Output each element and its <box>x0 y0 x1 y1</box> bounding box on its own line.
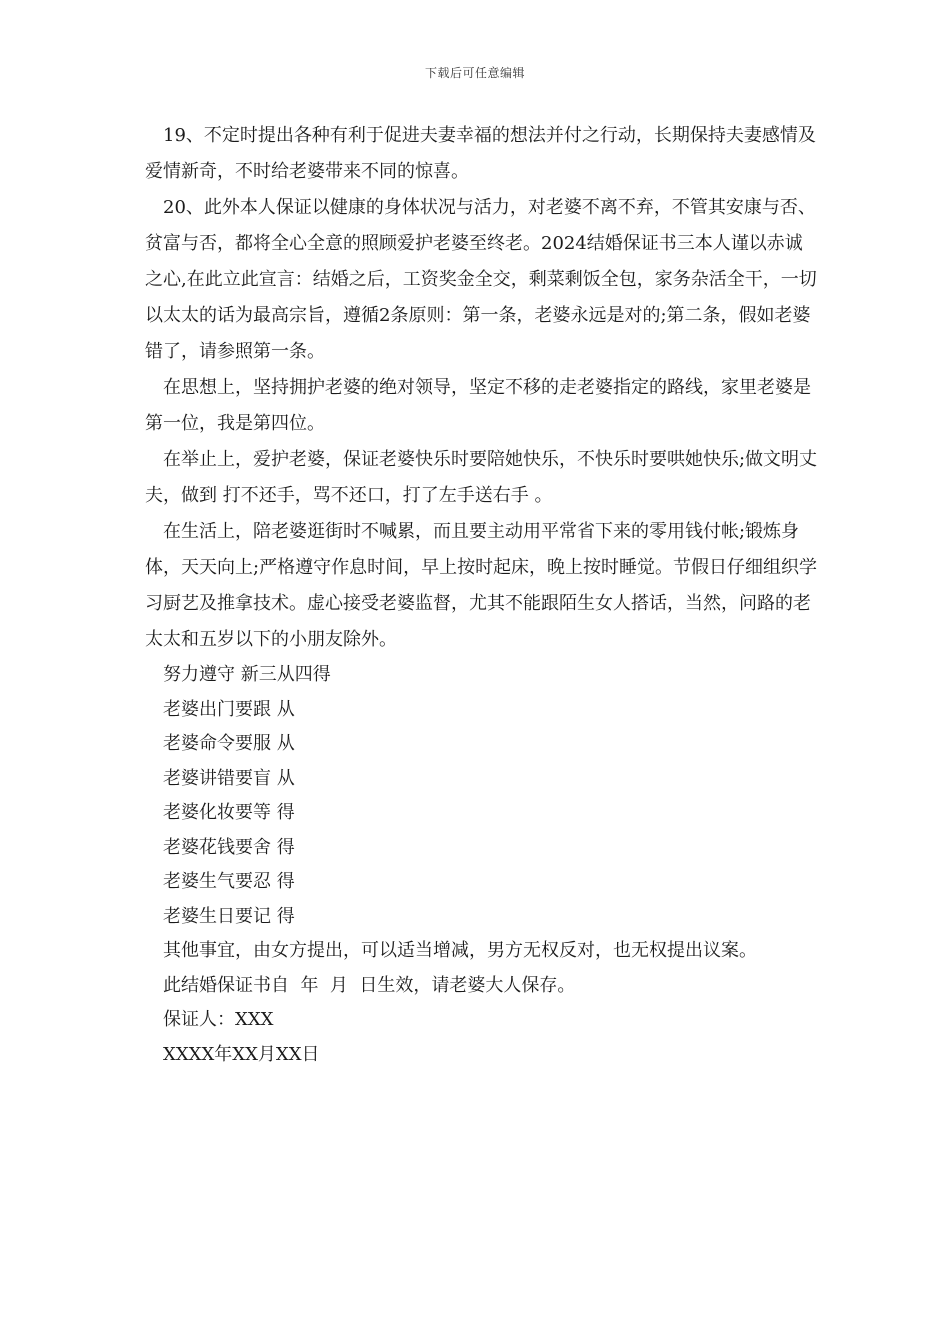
rule-item: 老婆命令要服 从 <box>163 733 295 754</box>
closing-other-matters: 其他事宜，由女方提出，可以适当增减，男方无权反对，也无权提出议案。 <box>163 940 757 961</box>
rule-item: 老婆化妆要等 得 <box>163 802 295 823</box>
paragraph-life: 在生活上，陪老婆逛街时不喊累，而且要主动用平常省下来的零用钱付帐;锻炼身体，天天向上;严格遵守作息时间，早上按时起床，晚上按时睡觉。节假日仔细组织学习厨艺及推拿技术。虚心接受老婆监督，尤其不能跟陌生女人搭话，当然，问路的老太太和五岁以下的小朋友除外。 <box>145 521 818 650</box>
rule-item: 老婆出门要跟 从 <box>163 698 295 720</box>
signature-date: XXXX年XX月XX日 <box>163 1043 320 1065</box>
rule-item: 老婆生气要忍 得 <box>163 871 295 892</box>
document-body <box>145 118 820 1072</box>
paragraph-19: 19、不定时提出各种有利于促进夫妻幸福的想法并付之行动，长期保持夫妻感情及爱情新奇，不时给老婆带来不同的惊喜。 <box>145 125 816 182</box>
page-header: 下载后可任意编辑 <box>424 66 525 80</box>
rules-title: 努力遵守 新三从四得 <box>163 664 331 685</box>
paragraph-thought: 在思想上，坚持拥护老婆的绝对领导，坚定不移的走老婆指定的路线，家里老婆是第一位，我是第四位。 <box>145 377 811 434</box>
rule-item: 老婆讲错要盲 从 <box>163 767 295 789</box>
guarantor-line: 保证人：XXX <box>163 1009 274 1030</box>
closing-effective-date: 此结婚保证书自 年 月 日生效，请老婆大人保存。 <box>163 974 576 996</box>
rule-item: 老婆花钱要舍 得 <box>163 836 295 858</box>
paragraph-conduct: 在举止上，爱护老婆，保证老婆快乐时要陪她快乐，不快乐时要哄她快乐;做文明丈夫，做到 打不还手，骂不还口，打了左手送右手 。 <box>145 449 818 506</box>
paragraph-20: 20、此外本人保证以健康的身体状况与活力，对老婆不离不弃，不管其安康与否、贫富与否，都将全心全意的照顾爱护老婆至终老。2024结婚保证书三本人谨以赤诚之心,在此立此宣言：结婚之后，工资奖金全交，剩菜剩饭全包，家务杂活全干，一切以太太的话为最高宗旨，遵循2条原则：第一条，老婆永远是对的;第二条，假如老婆错了，请参照第一条。 <box>145 197 817 362</box>
rule-item: 老婆生日要记 得 <box>163 905 295 927</box>
